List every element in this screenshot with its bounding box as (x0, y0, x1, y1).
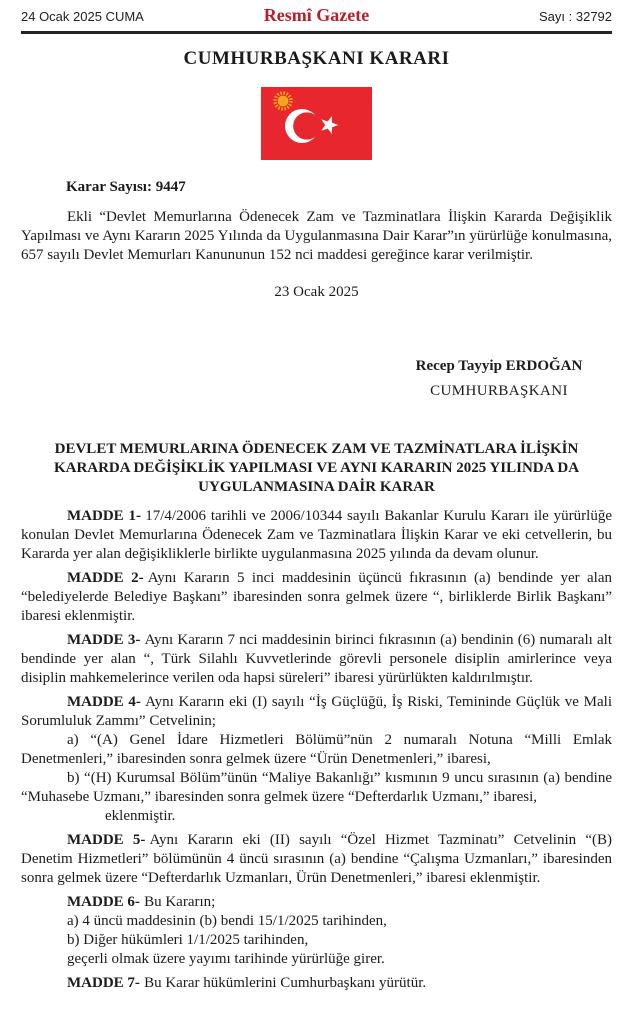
article-paragraph (21, 631, 612, 688)
article-madde-3 (21, 631, 612, 688)
sun-emblem-icon (278, 96, 289, 107)
article-label: MADDE 1- (67, 508, 141, 524)
decision-number: Karar Sayısı: 9447 (66, 179, 186, 195)
article-label: MADDE 5- (67, 832, 146, 848)
article-madde-6 (21, 893, 612, 969)
article-text: Aynı Kararın 7 nci maddesinin birinci fıkrasının (a) bendinin (6) numaralı alt bendinde yer alan “, Türk Silahlı Kuvvetlerinde görevli personele disiplin amirlerince veya disiplin mahkemelerince verilen oda hapsi süreleri” ibaresi yürürlükten kaldırılmıştır. (21, 632, 613, 686)
crescent-inner-icon (293, 112, 320, 139)
signature-block (379, 358, 619, 400)
gazette-header (21, 0, 612, 34)
article-label: MADDE 2- (67, 570, 144, 586)
article-madde-1 (21, 507, 612, 564)
publication-date: 24 Ocak 2025 CUMA (21, 9, 144, 24)
article-paragraph (21, 507, 612, 564)
article-label: MADDE 6- (67, 894, 140, 910)
article-item-a: a) “(A) Genel İdare Hizmetleri Bölümü”nün 2 numaralı Notuna “Milli Emlak Denetmenleri,” ibaresinden sonra gelmek üzere “Ürün Denetmenleri,” ibaresi, (21, 732, 612, 767)
article-madde-4 (21, 693, 612, 826)
article-item-effective: geçerli olmak üzere yayımı tarihinde yürürlüğe girer. (67, 951, 385, 967)
article-madde-7 (21, 974, 612, 993)
issue-number: Sayı : 32792 (539, 9, 613, 24)
decree-title: DEVLET MEMURLARINA ÖDENECEK ZAM VE TAZMİNATLARA İLİŞKİN KARARDA DEĞİŞİKLİK YAPILMASI VE AYNI KARARIN 2025 YILINDA DA UYGULANMASINA DAİR KARAR (53, 441, 580, 495)
signer-title: CUMHURBAŞKANI (430, 383, 568, 399)
article-paragraph (21, 893, 612, 912)
article-text: Aynı Kararın eki (II) sayılı “Özel Hizmet Tazminatı” Cetvelinin “(B) Denetim Hizmetleri” bölümünün 4 üncü sırasının (a) bendine “Çalışma Uzmanları,” ibaresinden sonra gelmek üzere “Defterdarlık Uzmanları, Ürün Denetmenleri,” ibaresi eklenmiştir. (21, 832, 612, 886)
article-label: MADDE 3- (67, 632, 141, 648)
article-label: MADDE 7- (67, 975, 140, 991)
article-paragraph (21, 974, 612, 993)
presidential-flag-image (261, 87, 372, 160)
article-paragraph (21, 693, 612, 731)
decision-date: 23 Ocak 2025 (274, 284, 359, 300)
article-text: Aynı Kararın eki (I) sayılı “İş Güçlüğü, İş Riski, Temininde Güçlük ve Mali Sorumluluk Zammı” Cetvelinin; (21, 694, 612, 729)
article-item-b: b) Diğer hükümleri 1/1/2025 tarihinden, (67, 932, 309, 948)
article-text: Bu Kararın; (144, 894, 216, 910)
document-main-title: CUMHURBAŞKANI KARARI (183, 48, 450, 69)
article-madde-5 (21, 831, 612, 888)
article-text: 17/4/2006 tarihli ve 2006/10344 sayılı Bakanlar Kurulu Kararı ile yürürlüğe konulan Devlet Memurlarına Ödenecek Zam ve Tazminatlara İlişkin Karar ve eki cetvellerin, bu Kararda yer alan değişikliklerle birlikte uygulanmasına 2025 yılında da devam olunur. (21, 508, 612, 562)
turkish-flag-icon (261, 87, 372, 160)
article-closing: eklenmiştir. (105, 808, 176, 824)
intro-paragraph: Ekli “Devlet Memurlarına Ödenecek Zam ve Tazminatlara İlişkin Kararda Değişiklik Yapılması ve Aynı Kararın 2025 Yılında da Uygulanmasına Dair Karar”ın yürürlüğe konulmasına, 657 sayılı Devlet Memurları Kanununun 152 nci maddesi gereğince karar verilmiştir. (21, 209, 612, 263)
signer-name: Recep Tayyip ERDOĞAN (415, 358, 583, 374)
gazette-title: Resmî Gazete (263, 5, 370, 25)
article-label: MADDE 4- (67, 694, 141, 710)
article-madde-2 (21, 569, 612, 626)
article-item-b: b) “(H) Kurumsal Bölüm”ünün “Maliye Bakanlığı” kısmının 9 uncu sırasının (a) bendine “Muhasebe Uzmanı,” ibaresinden sonra gelmek üzere “Defterdarlık Uzmanı,” ibaresi, (21, 770, 612, 805)
article-text: Bu Karar hükümlerini Cumhurbaşkanı yürütür. (144, 975, 427, 991)
article-paragraph (21, 569, 612, 626)
articles-section (21, 507, 612, 993)
article-text: Aynı Kararın 5 inci maddesinin üçüncü fıkrasının (a) bendinde yer alan “belediyelerde Belediye Başkanı” ibaresinden sonra gelmek üzere “, birliklerde Birlik Başkanı” ibaresi eklenmiştir. (21, 570, 613, 624)
article-item-a: a) 4 üncü maddesinin (b) bendi 15/1/2025 tarihinden, (67, 913, 387, 929)
article-paragraph (21, 831, 612, 888)
